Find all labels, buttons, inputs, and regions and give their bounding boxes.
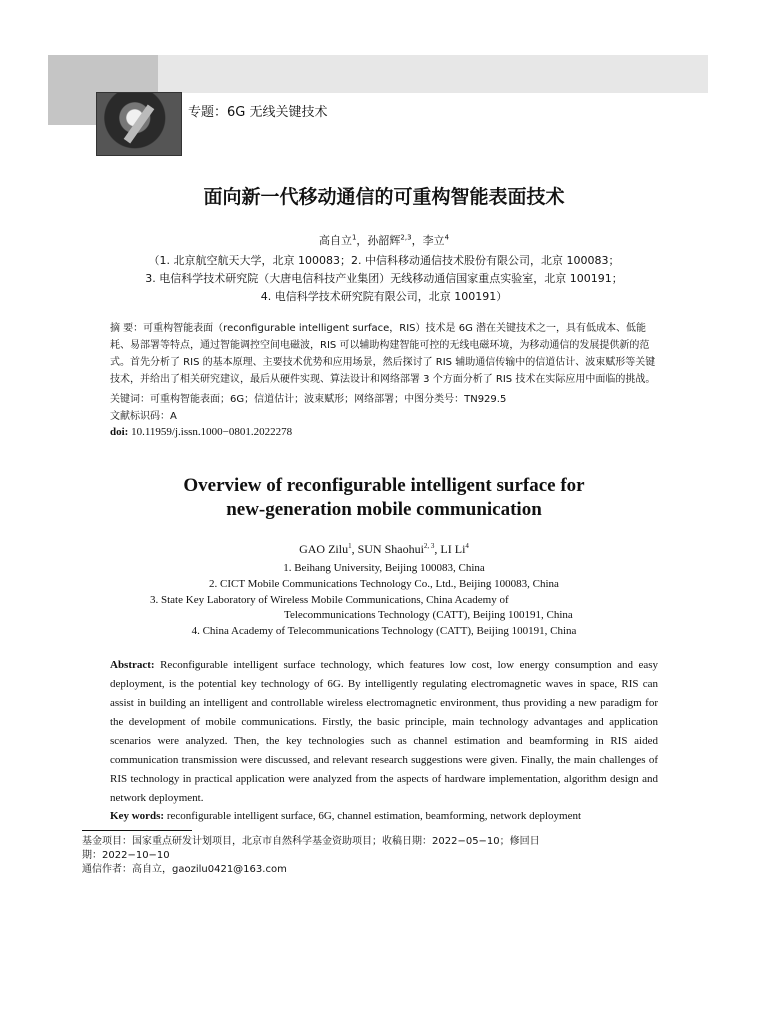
cn-abstract: 摘 要：可重构智能表面（reconfigurable intelligent surface，RIS）技术是 6G 潜在关键技术之一，具有低成本、低能耗、易部署等特点，通过智能调控空间电磁波，RIS 可以辅助构建智能可控的无线电磁环境，为移动通信的发展提供新的范式。首先分析了 RIS 的基本原理、主要技术优势和应用场景，然后探讨了 RIS 辅助通信传输中的信道估计、波束赋形等关键技术，并给出了相关研究建议，最后从硬件实现、算法设计和网络部署 3 个方面分析了 RIS 技术在实际应用中面临的挑战。 [110,323,656,385]
cn-author-3: 李立 [422,234,445,247]
en-author-2: SUN Shaohui [357,542,424,556]
footnote-corresponding: 通信作者：高自立，gaozilu0421@163.com [82,864,287,875]
cn-author-2-sup: 2,3 [400,233,412,242]
en-author-3-sup: 4 [465,542,469,550]
cn-keywords: 关键词：可重构智能表面；6G；信道估计；波束赋形；网络部署；中图分类号：TN929.5 [110,394,507,405]
footnote-funding: 基金项目：国家重点研发计划项目，北京市自然科学基金资助项目；收稿日期：2022−05−10；修回日 [82,836,540,847]
en-author-sep: , [434,542,441,556]
en-affiliation-4: 4. China Academy of Telecommunications Technology (CATT), Beijing 100191, China [191,625,577,637]
footnote-revised: 期：2022−10−10 [82,850,170,861]
thumbnail-spoke [124,105,155,144]
en-author-1-sup: 1 [348,542,352,550]
en-author-1: GAO Zilu [299,542,349,556]
en-affiliation-1: 1. Beihang University, Beijing 100083, China [283,562,485,574]
en-author-sep: , [351,542,358,556]
cn-author-1-sup: 1 [351,233,357,242]
doi-value: 10.11959/j.issn.1000−0801.2022278 [131,426,293,438]
en-abstract-text: Reconfigurable intelligent surface technology, which features low cost, low energy consumption and easy deployment, is the potential key technology of 6G. By intelligently regulating electromagnetic waves in space, RIS can assist in building an intelligent and controllable wireless electromagnetic environment, thus providing a new paradigm for the development of mobile communications. Firstly, the basic principle, main technology advantages and application scenarios were analyzed. Then, the key technologies such as channel estimation and beamforming in RIS aided communication transmission were discussed, and relevant research suggestions were given. Finally, the main challenges of RIS technology in practical application were analyzed from the aspects of hardware implementation, algorithm design and network deployment. [110,659,658,804]
en-title-line-2: new-generation mobile communication [226,499,542,520]
doi-line [110,426,292,438]
en-title [0,474,768,522]
en-abstract [110,656,658,808]
footnote-rule [82,830,192,831]
cn-title: 面向新一代移动通信的可重构智能表面技术 [203,186,565,208]
en-authors [0,542,768,557]
cn-author-2: 孙韶辉 [367,234,401,247]
en-author-2-sup: 2, 3 [423,542,435,550]
doi-label: doi: [110,426,129,438]
en-keywords-label: Key words: [110,810,165,822]
cn-author-sep: ， [411,234,423,247]
en-author-3: LI Li [440,542,466,556]
en-title-line-1: Overview of reconfigurable intelligent surface for [183,475,585,496]
en-affiliation-3-cont: Telecommunications Technology (CATT), Beijing 100191, China [284,609,573,621]
cn-author-sep: ， [356,234,368,247]
en-abstract-label: Abstract: [110,659,155,671]
cn-author-3-sup: 4 [444,233,450,242]
cn-affiliation-1: （1. 北京航空航天大学，北京 100083；2. 中信科移动通信技术股份有限公司，北京 100083； [148,254,620,267]
cn-authors [0,232,768,248]
cn-doc-code: 文献标识码：A [110,411,177,422]
en-keywords-text: reconfigurable intelligent surface, 6G, channel estimation, beamforming, network deployment [166,810,582,822]
en-affiliation-2: 2. CICT Mobile Communications Technology Co., Ltd., Beijing 100083, China [209,578,559,590]
section-thumbnail-image [96,92,182,156]
cn-author-1: 高自立 [318,234,352,247]
cn-affiliation-2: 3. 电信科学技术研究院（大唐电信科技产业集团）无线移动通信国家重点实验室，北京 100191； [145,272,623,285]
section-label: 专题：6G 无线关键技术 [188,105,328,120]
en-affiliation-3: 3. State Key Laboratory of Wireless Mobile Communications, China Academy of [150,594,509,606]
cn-affiliation-3: 4. 电信科学技术研究院有限公司，北京 100191） [260,290,508,303]
en-keywords [110,810,670,822]
